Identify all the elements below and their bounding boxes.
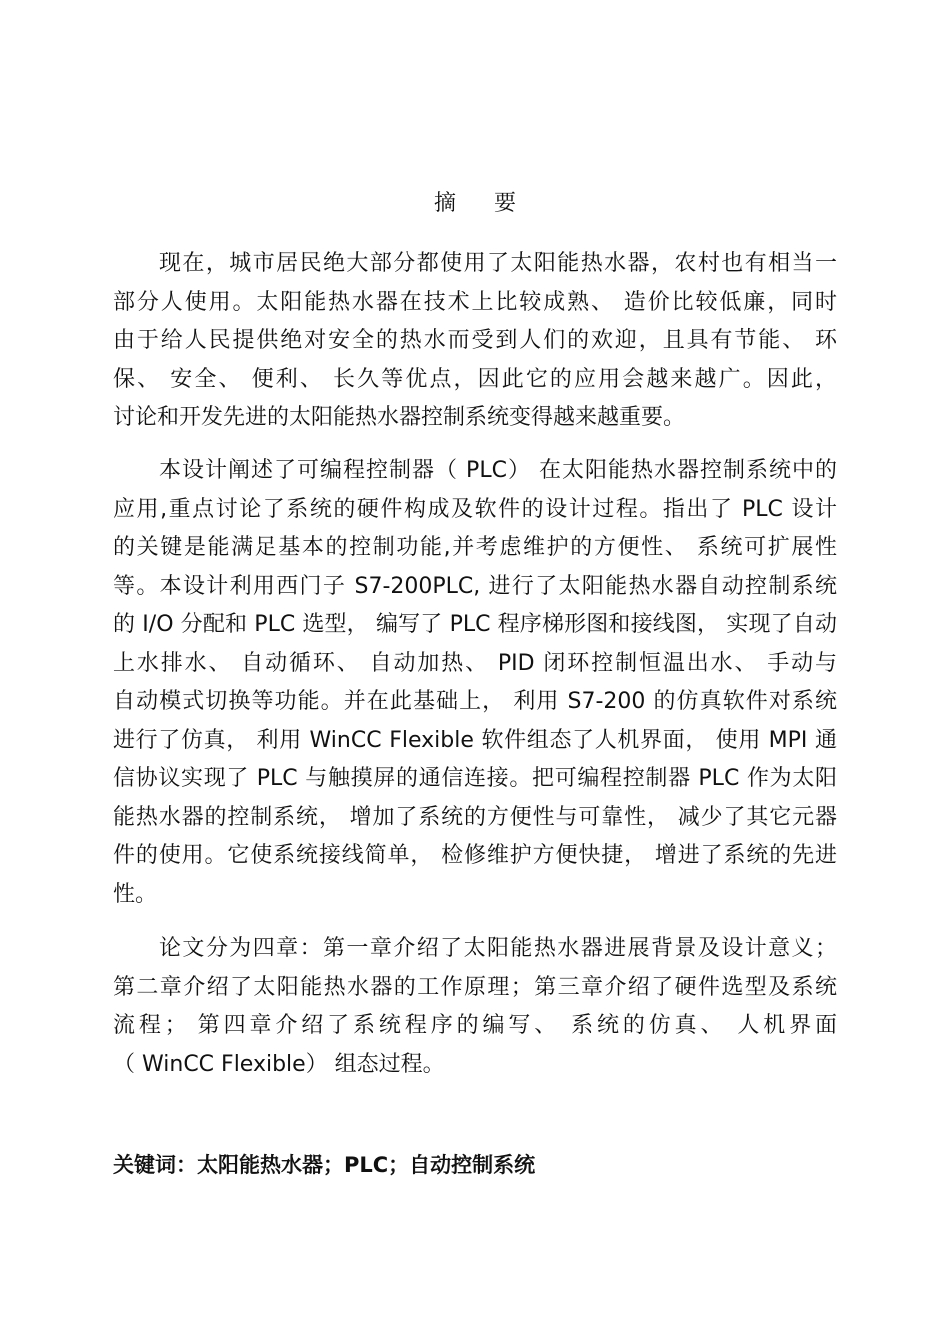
text-line: 部分人使用。太阳能热水器在技术上比较成熟、 造价比较低廉，同时 xyxy=(113,289,837,315)
text-line: 讨论和开发先进的太阳能热水器控制系统变得越来越重要。 xyxy=(113,405,686,430)
text-line: 第二章介绍了太阳能热水器的工作原理；第三章介绍了硬件选型及系统 xyxy=(113,974,837,1000)
text-line: 等。本设计利用西门子 S7-200PLC, 进行了太阳能热水器自动控制系统 xyxy=(113,573,837,599)
text-line: 件的使用。它使系统接线简单， 检修维护方便快捷， 增进了系统的先进 xyxy=(113,843,837,868)
text-line: 应用,重点讨论了系统的硬件构成及软件的设计过程。指出了 PLC 设计 xyxy=(113,496,837,522)
text-line: 现在，城市居民绝大部分都使用了太阳能热水器，农村也有相当一 xyxy=(159,251,837,276)
text-line: （ WinCC Flexible） 组态过程。 xyxy=(113,1051,445,1077)
text-line: 论文分为四章：第一章介绍了太阳能热水器进展背景及设计意义； xyxy=(159,936,837,961)
keywords-line: 关键词：太阳能热水器；PLC；自动控制系统 xyxy=(113,1153,536,1177)
text-line: 由于给人民提供绝对安全的热水而受到人们的欢迎，且具有节能、 环 xyxy=(113,328,837,353)
text-line: 保、 安全、 便利、 长久等优点，因此它的应用会越来越广。因此， xyxy=(113,366,837,392)
text-line: 信协议实现了 PLC 与触摸屏的通信连接。把可编程控制器 PLC 作为太阳 xyxy=(113,766,837,791)
text-line: 上水排水、 自动循环、 自动加热、 PID 闭环控制恒温出水、 手动与 xyxy=(113,650,837,676)
text-line: 自动模式切换等功能。并在此基础上， 利用 S7-200 的仿真软件对系统 xyxy=(113,689,837,714)
text-line: 流程； 第四章介绍了系统程序的编写、 系统的仿真、 人机界面 xyxy=(113,1013,837,1038)
text-line: 的 I/O 分配和 PLC 选型， 编写了 PLC 程序梯形图和接线图， 实现了自动 xyxy=(113,612,837,637)
abstract-paragraph-3 xyxy=(113,930,837,1084)
abstract-paragraph-2 xyxy=(113,452,837,914)
text-line: 进行了仿真， 利用 WinCC Flexible 软件组态了人机界面， 使用 MPI 通 xyxy=(113,727,837,753)
text-line: 的关键是能满足基本的控制功能,并考虑维护的方便性、 系统可扩展性 xyxy=(113,535,837,560)
abstract-paragraph-1 xyxy=(113,245,837,438)
text-line: 性。 xyxy=(113,881,158,907)
text-line: 本设计阐述了可编程控制器（ PLC） 在太阳能热水器控制系统中的 xyxy=(159,458,837,483)
abstract-title: 摘要 xyxy=(433,191,554,216)
text-line: 能热水器的控制系统， 增加了系统的方便性与可靠性， 减少了其它元器 xyxy=(113,804,837,830)
